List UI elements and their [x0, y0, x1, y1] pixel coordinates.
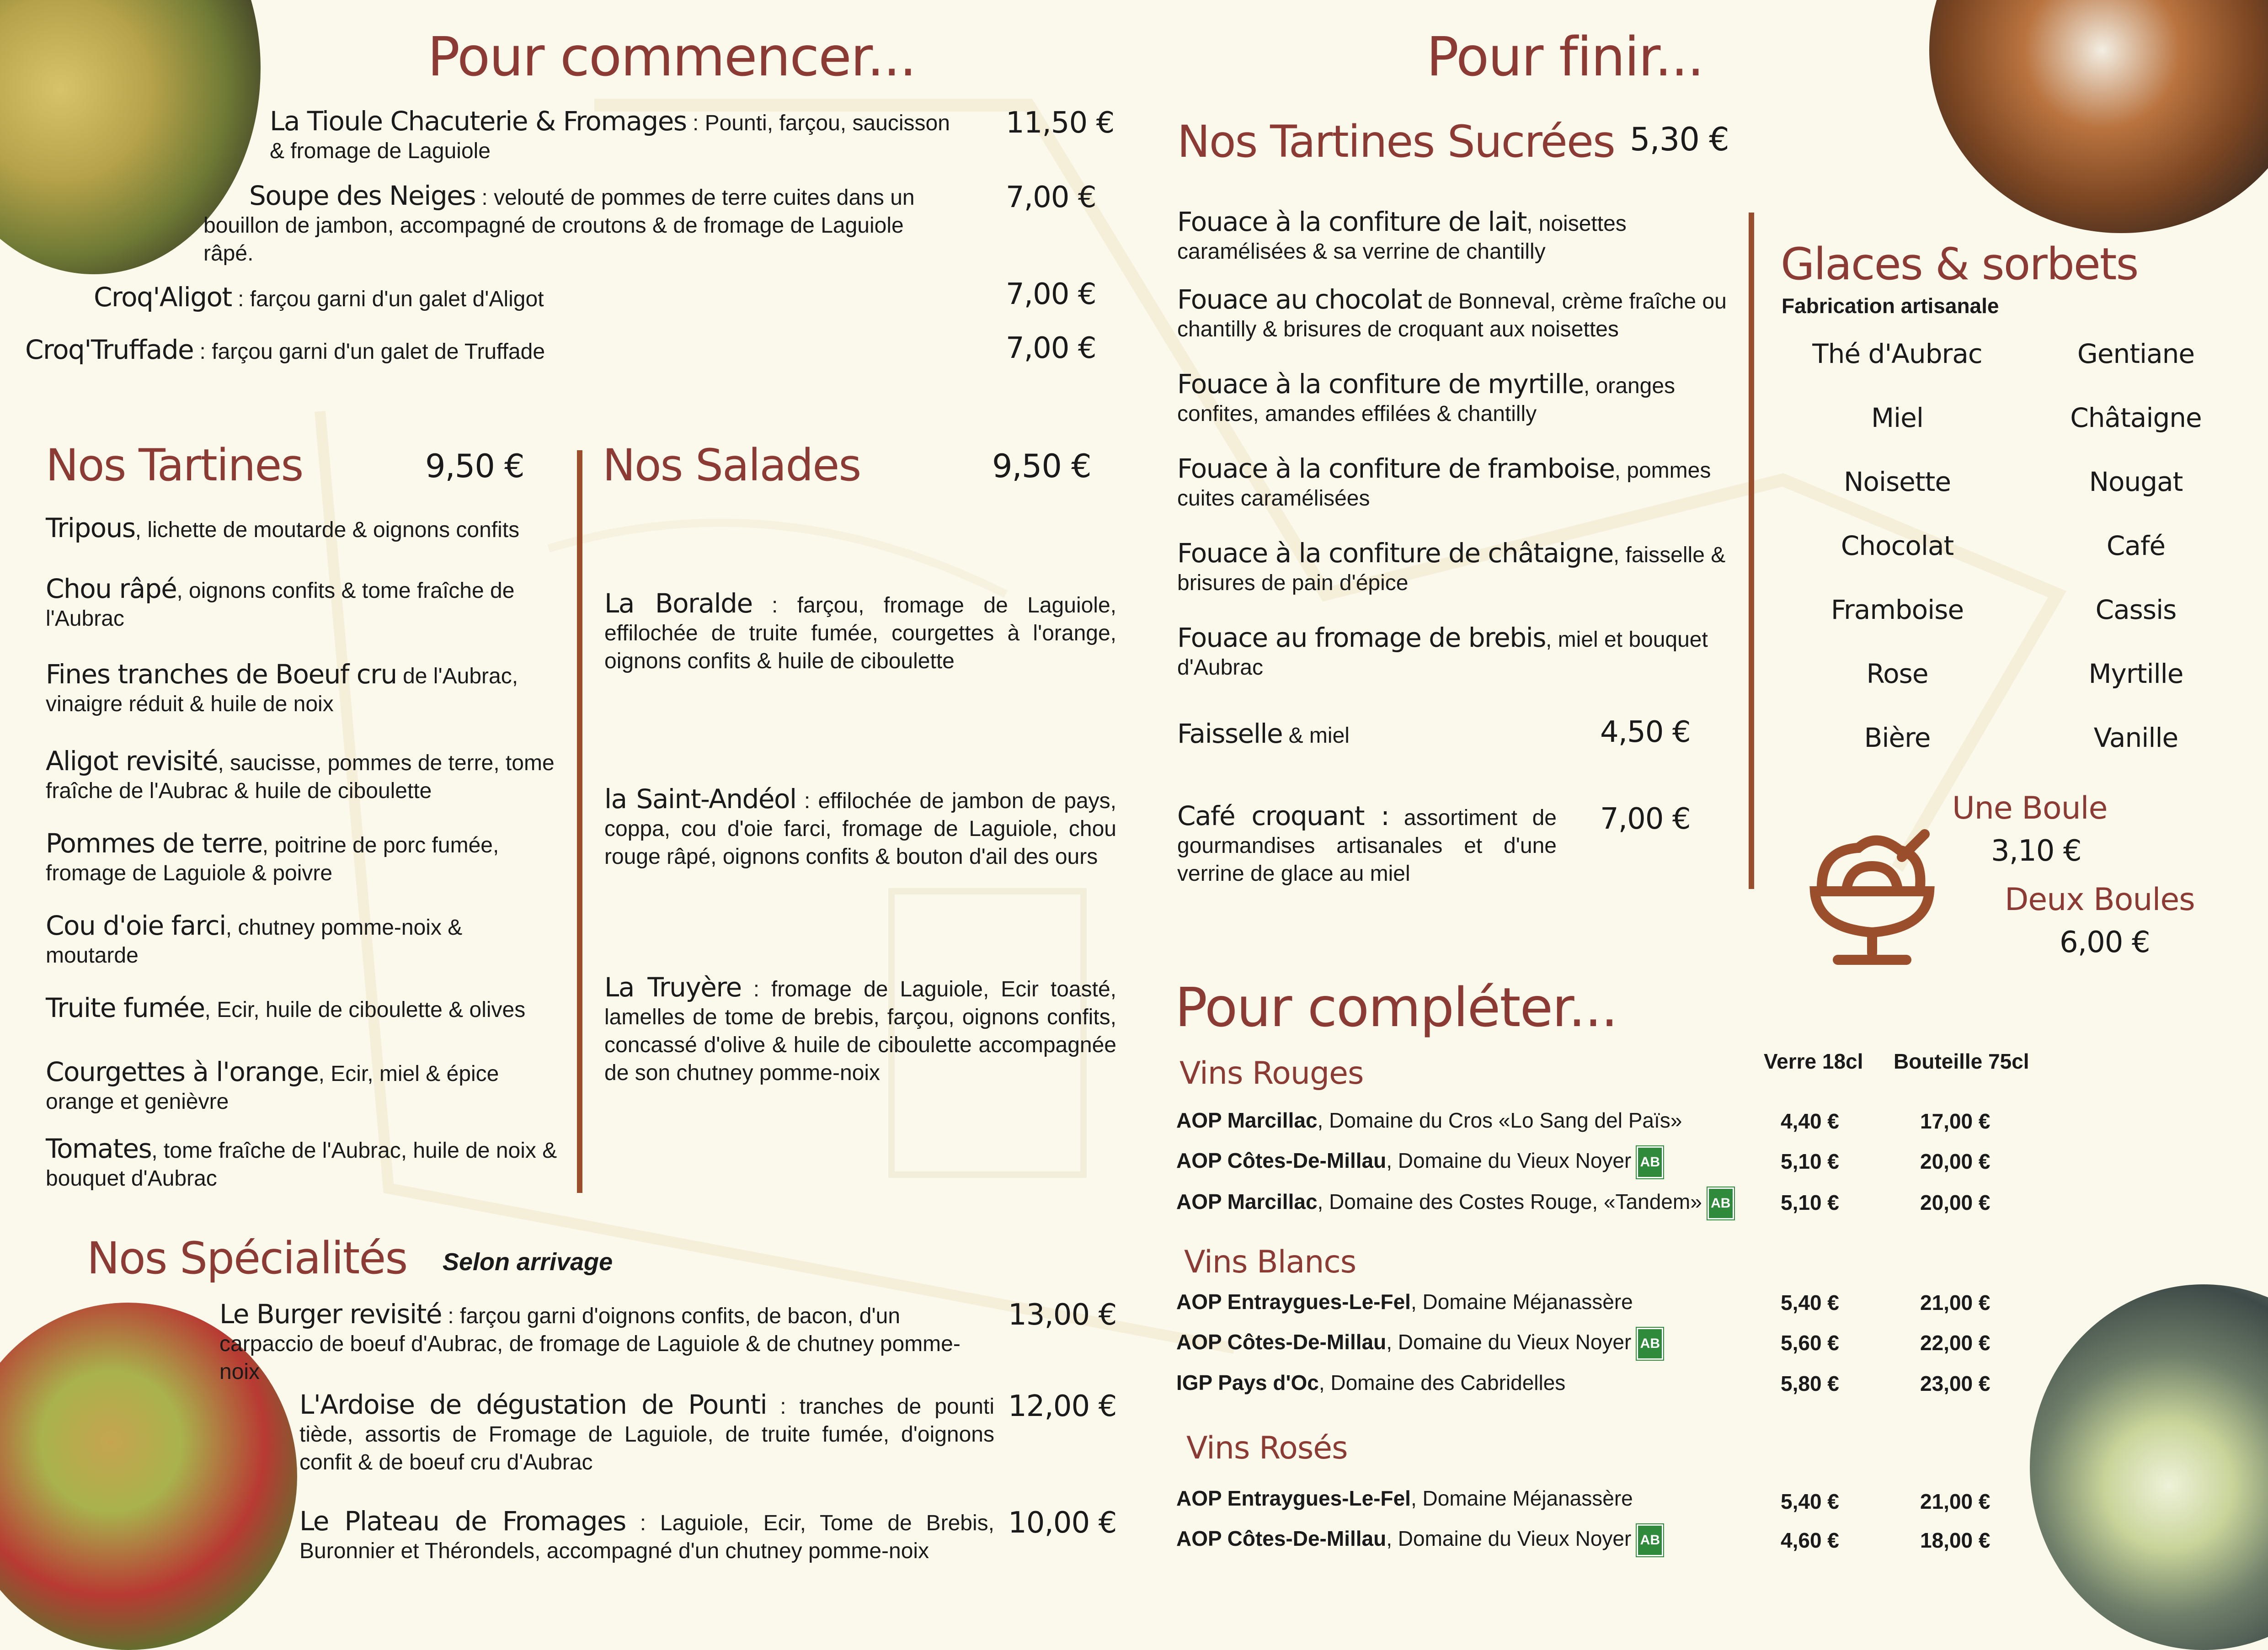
menu-item — [299, 1391, 994, 1476]
flavor-item: Vanille — [2093, 722, 2178, 753]
item-name: Faisselle — [1177, 718, 1283, 749]
column-divider — [577, 450, 582, 1193]
item-name: La Tioule Chacuterie & Fromages — [270, 106, 687, 137]
wine-verre: 5,10 € — [1781, 1191, 1839, 1214]
flavor-item: Miel — [1871, 402, 1923, 433]
wine-verre: 5,40 € — [1781, 1490, 1839, 1513]
item-name: Croq'Truffade — [25, 334, 194, 365]
item-name: L'Ardoise de dégustation de Pounti — [299, 1389, 767, 1420]
item-desc: , chutney pomme-noix & moutarde — [46, 915, 463, 968]
column-divider — [1749, 213, 1754, 889]
flavor-item: Framboise — [1830, 594, 1964, 625]
item-name: La Boralde — [604, 588, 752, 619]
col-bouteille-header: Bouteille 75cl — [1894, 1049, 2029, 1073]
item-name: Truite fumée — [46, 992, 205, 1023]
tartines-price: 9,50 € — [425, 447, 524, 485]
item-desc: , pommes cuites caramélisées — [1177, 458, 1711, 511]
bio-label-icon: AB — [1637, 1328, 1663, 1360]
item-desc: , faisselle & brisures de pain d'épice — [1177, 543, 1726, 595]
glaces-subtitle: Fabrication artisanale — [1782, 294, 1999, 318]
menu-item — [219, 1300, 999, 1386]
wine-row — [1176, 1110, 1682, 1131]
wine-bouteille: 18,00 € — [1920, 1528, 1991, 1552]
wine-domaine: , Domaine du Vieux Noyer — [1386, 1527, 1632, 1551]
wine-row — [1176, 1488, 1633, 1509]
wine-row — [1176, 1328, 1663, 1360]
wine-verre: 5,60 € — [1781, 1331, 1839, 1355]
menu-item — [46, 912, 530, 969]
wine-verre: 4,60 € — [1781, 1528, 1839, 1552]
item-desc: : fromage de Laguiole, Ecir toasté, lamelles de tome de brebis, farçou, oignons confits, concassé d'olive & huile de ciboulette accompagnée de son chutney pomme-noix — [604, 977, 1116, 1085]
item-desc: : velouté de pommes de terre cuites dans un bouillon de jambon, accompagné de croutons & de fromage de Laguiole râpé. — [203, 186, 915, 266]
salades-price: 9,50 € — [992, 447, 1091, 485]
item-desc: : farçou garni d'un galet d'Aligot — [231, 287, 544, 311]
wine-bouteille: 20,00 € — [1920, 1150, 1991, 1173]
item-desc: , Ecir, huile de ciboulette & olives — [204, 998, 526, 1022]
item-price: 11,50 € — [1006, 106, 1115, 140]
section-title-specialites: Nos Spécialités — [87, 1233, 407, 1284]
menu-item — [604, 785, 1116, 871]
une-boule-label: Une Boule — [1952, 790, 2108, 826]
item-name: la Saint-Andéol — [604, 783, 796, 814]
wine-domaine: , Domaine des Costes Rouge, «Tandem» — [1317, 1190, 1702, 1214]
menu-item — [1177, 286, 1744, 343]
item-desc: : Pounti, farçou, saucisson & fromage de Laguiole — [270, 111, 950, 163]
wine-row — [1176, 1146, 1663, 1178]
item-name: Fouace au fromage de brebis — [1177, 622, 1546, 653]
item-desc: : Laguiole, Ecir, Tome de Brebis, Buronnier et Thérondels, accompagné d'un chutney pomme-noix — [299, 1511, 994, 1563]
item-desc: de l'Aubrac, vinaigre réduit & huile de noix — [46, 664, 518, 716]
ice-cream-cup-icon — [1804, 823, 1941, 969]
menu-item — [299, 1507, 994, 1565]
bio-label-icon: AB — [1708, 1187, 1734, 1219]
item-desc: , Ecir, miel & épice orange et genièvre — [46, 1062, 499, 1114]
wine-aop: AOP Côtes-De-Millau — [1176, 1149, 1387, 1173]
menu-item — [46, 514, 558, 544]
item-desc: , lichette de moutarde & oignons confits — [135, 518, 520, 542]
flavor-item: Gentiane — [2077, 338, 2195, 369]
wine-aop: AOP Entraygues-Le-Fel — [1176, 1290, 1411, 1314]
wine-domaine: , Domaine des Cabridelles — [1318, 1371, 1566, 1395]
section-title-finir: Pour finir... — [1426, 25, 1704, 88]
menu-item — [46, 1058, 549, 1116]
menu-item — [1177, 720, 1589, 750]
col-verre-header: Verre 18cl — [1764, 1049, 1863, 1073]
item-name: Le Burger revisité — [219, 1299, 442, 1330]
flavor-item: Châtaigne — [2070, 402, 2202, 433]
wine-row — [1176, 1524, 1663, 1556]
vins-rouges-title: Vins Rouges — [1179, 1055, 1364, 1091]
section-title-sucrees: Nos Tartines Sucrées — [1177, 116, 1615, 167]
wine-row — [1176, 1187, 1734, 1219]
item-price: 7,00 € — [1006, 277, 1096, 311]
item-price: 13,00 € — [1008, 1298, 1117, 1332]
wine-aop: AOP Côtes-De-Millau — [1176, 1527, 1387, 1551]
item-name: Café croquant : — [1177, 800, 1389, 831]
menu-item — [270, 107, 960, 165]
wine-aop: AOP Marcillac — [1176, 1190, 1318, 1214]
item-name: Courgettes à l'orange — [46, 1056, 319, 1087]
bio-label-icon: AB — [1637, 1524, 1663, 1556]
item-name: Chou râpé — [46, 573, 177, 604]
wine-bouteille: 22,00 € — [1920, 1331, 1991, 1355]
item-name: Tripous — [46, 512, 135, 543]
wine-verre: 5,40 € — [1781, 1291, 1839, 1315]
item-desc: , oranges confites, amandes effilées & chantilly — [1177, 374, 1676, 426]
item-desc: de Bonneval, crème fraîche ou chantilly & brisures de croquant aux noisettes — [1177, 289, 1727, 341]
item-desc: assortiment de gourmandises artisanales et d'une verrine de glace au miel — [1177, 806, 1557, 886]
menu-item — [25, 336, 962, 366]
wine-aop: AOP Côtes-De-Millau — [1176, 1330, 1387, 1354]
section-title-commencer: Pour commencer... — [427, 25, 916, 88]
item-name: Pommes de terre — [46, 828, 262, 859]
item-price: 12,00 € — [1008, 1389, 1117, 1423]
item-desc: : farçou garni d'oignons confits, de bacon, d'un carpaccio de boeuf d'Aubrac, de fromage de Laguiole & de chutney pomme-noix — [219, 1304, 961, 1384]
wine-bouteille: 17,00 € — [1920, 1109, 1991, 1133]
wine-bouteille: 21,00 € — [1920, 1291, 1991, 1315]
wine-aop: AOP Marcillac — [1176, 1108, 1318, 1132]
deux-boules-label: Deux Boules — [2005, 882, 2195, 918]
wine-domaine: , Domaine Méjanassère — [1410, 1486, 1633, 1510]
item-desc: : farçou garni d'un galet de Truffade — [193, 340, 545, 364]
item-desc: & miel — [1282, 724, 1350, 748]
item-name: Le Plateau de Fromages — [299, 1506, 626, 1537]
item-desc: , noisettes caramélisées & sa verrine de chantilly — [1177, 212, 1627, 264]
menu-item — [1177, 370, 1744, 428]
wine-row — [1176, 1372, 1565, 1393]
menu-item — [46, 747, 562, 805]
menu-item — [1177, 624, 1744, 681]
section-title-salades: Nos Salades — [603, 440, 861, 491]
menu-item — [46, 830, 562, 887]
item-name: Fines tranches de Boeuf cru — [46, 659, 397, 690]
une-boule-price: 3,10 € — [1991, 834, 2081, 868]
item-price: 4,50 € — [1600, 715, 1691, 749]
section-title-completer: Pour compléter... — [1175, 976, 1617, 1039]
section-title-glaces: Glaces & sorbets — [1781, 239, 2138, 290]
wine-domaine: , Domaine Méjanassère — [1410, 1290, 1633, 1314]
item-price: 10,00 € — [1008, 1506, 1117, 1540]
wine-domaine: , Domaine du Cros «Lo Sang del Païs» — [1317, 1108, 1682, 1132]
item-desc: : tranches de pounti tiède, assortis de Fromage de Laguiole, de truite fumée, d'oignons confit & de boeuf cru d'Aubrac — [299, 1395, 994, 1474]
item-name: Tomates — [46, 1133, 152, 1164]
flavor-item: Café — [2106, 530, 2166, 561]
flavor-item: Rose — [1866, 658, 1928, 689]
item-price: 7,00 € — [1006, 181, 1096, 214]
menu-item — [46, 575, 549, 633]
item-name: Fouace à la confiture de châtaigne — [1177, 538, 1613, 569]
flavor-item: Chocolat — [1841, 530, 1954, 561]
wine-domaine: , Domaine du Vieux Noyer — [1386, 1330, 1632, 1354]
item-desc: , tome fraîche de l'Aubrac, huile de noix & bouquet d'Aubrac — [46, 1139, 557, 1191]
item-name: Aligot revisité — [46, 745, 218, 777]
wine-aop: IGP Pays d'Oc — [1176, 1371, 1319, 1395]
wine-verre: 5,80 € — [1781, 1372, 1839, 1395]
bio-label-icon: AB — [1637, 1146, 1663, 1178]
item-desc: , saucisse, pommes de terre, tome fraîche de l'Aubrac & huile de ciboulette — [46, 751, 555, 803]
flavor-item: Bière — [1864, 722, 1931, 753]
item-desc: , oignons confits & tome fraîche de l'Aubrac — [46, 579, 515, 631]
item-name: Fouace à la confiture de myrtille — [1177, 368, 1584, 399]
item-price: 7,00 € — [1006, 331, 1096, 365]
wine-domaine: , Domaine du Vieux Noyer — [1386, 1149, 1632, 1173]
menu-item — [46, 1135, 562, 1192]
sucrees-price: 5,30 € — [1630, 121, 1729, 158]
menu-item — [203, 182, 953, 267]
flavor-item: Myrtille — [2088, 658, 2183, 689]
menu-item — [1177, 539, 1744, 597]
item-name: Fouace à la confiture de framboise — [1177, 453, 1615, 484]
vins-roses-title: Vins Rosés — [1186, 1430, 1348, 1466]
menu-item — [1177, 455, 1744, 512]
item-name: Fouace au chocolat — [1177, 284, 1422, 315]
item-desc: , miel et bouquet d'Aubrac — [1177, 628, 1708, 680]
flavor-item: Noisette — [1843, 466, 1951, 497]
vins-blancs-title: Vins Blancs — [1184, 1244, 1356, 1280]
flavor-item: Thé d'Aubrac — [1812, 338, 1982, 369]
wine-verre: 5,10 € — [1781, 1150, 1839, 1173]
deux-boules-price: 6,00 € — [2060, 926, 2150, 959]
section-title-tartines: Nos Tartines — [46, 440, 303, 491]
menu-item — [604, 974, 1116, 1087]
wine-bouteille: 20,00 € — [1920, 1191, 1991, 1214]
item-desc: : farçou, fromage de Laguiole, effilochée de truite fumée, courgettes à l'orange, oignons confits & huile de ciboulette — [604, 593, 1116, 673]
item-name: Soupe des Neiges — [249, 180, 476, 211]
item-desc: , poitrine de porc fumée, fromage de Laguiole & poivre — [46, 833, 499, 885]
item-price: 7,00 € — [1600, 802, 1691, 836]
menu-item — [604, 590, 1116, 675]
item-name: Cou d'oie farci — [46, 910, 226, 941]
wine-row — [1176, 1291, 1633, 1312]
item-name: La Truyère — [604, 972, 742, 1003]
wine-bouteille: 21,00 € — [1920, 1490, 1991, 1513]
wine-bouteille: 23,00 € — [1920, 1372, 1991, 1395]
item-name: Croq'Aligot — [94, 282, 232, 313]
flavor-item: Nougat — [2089, 466, 2183, 497]
menu-item — [1177, 208, 1744, 266]
menu-item — [46, 994, 571, 1024]
flavor-item: Cassis — [2095, 594, 2177, 625]
menu-item — [46, 660, 562, 718]
wine-verre: 4,40 € — [1781, 1109, 1839, 1133]
wine-aop: AOP Entraygues-Le-Fel — [1176, 1486, 1411, 1510]
item-name: Fouace à la confiture de lait — [1177, 206, 1526, 237]
item-desc: : effilochée de jambon de pays, coppa, cou d'oie farci, fromage de Laguiole, chou rouge râpé, oignons confits & bouton d'ail des ours — [604, 789, 1116, 869]
specialites-subtitle: Selon arrivage — [443, 1248, 613, 1276]
menu-item — [94, 283, 962, 313]
menu-item — [1177, 802, 1557, 888]
